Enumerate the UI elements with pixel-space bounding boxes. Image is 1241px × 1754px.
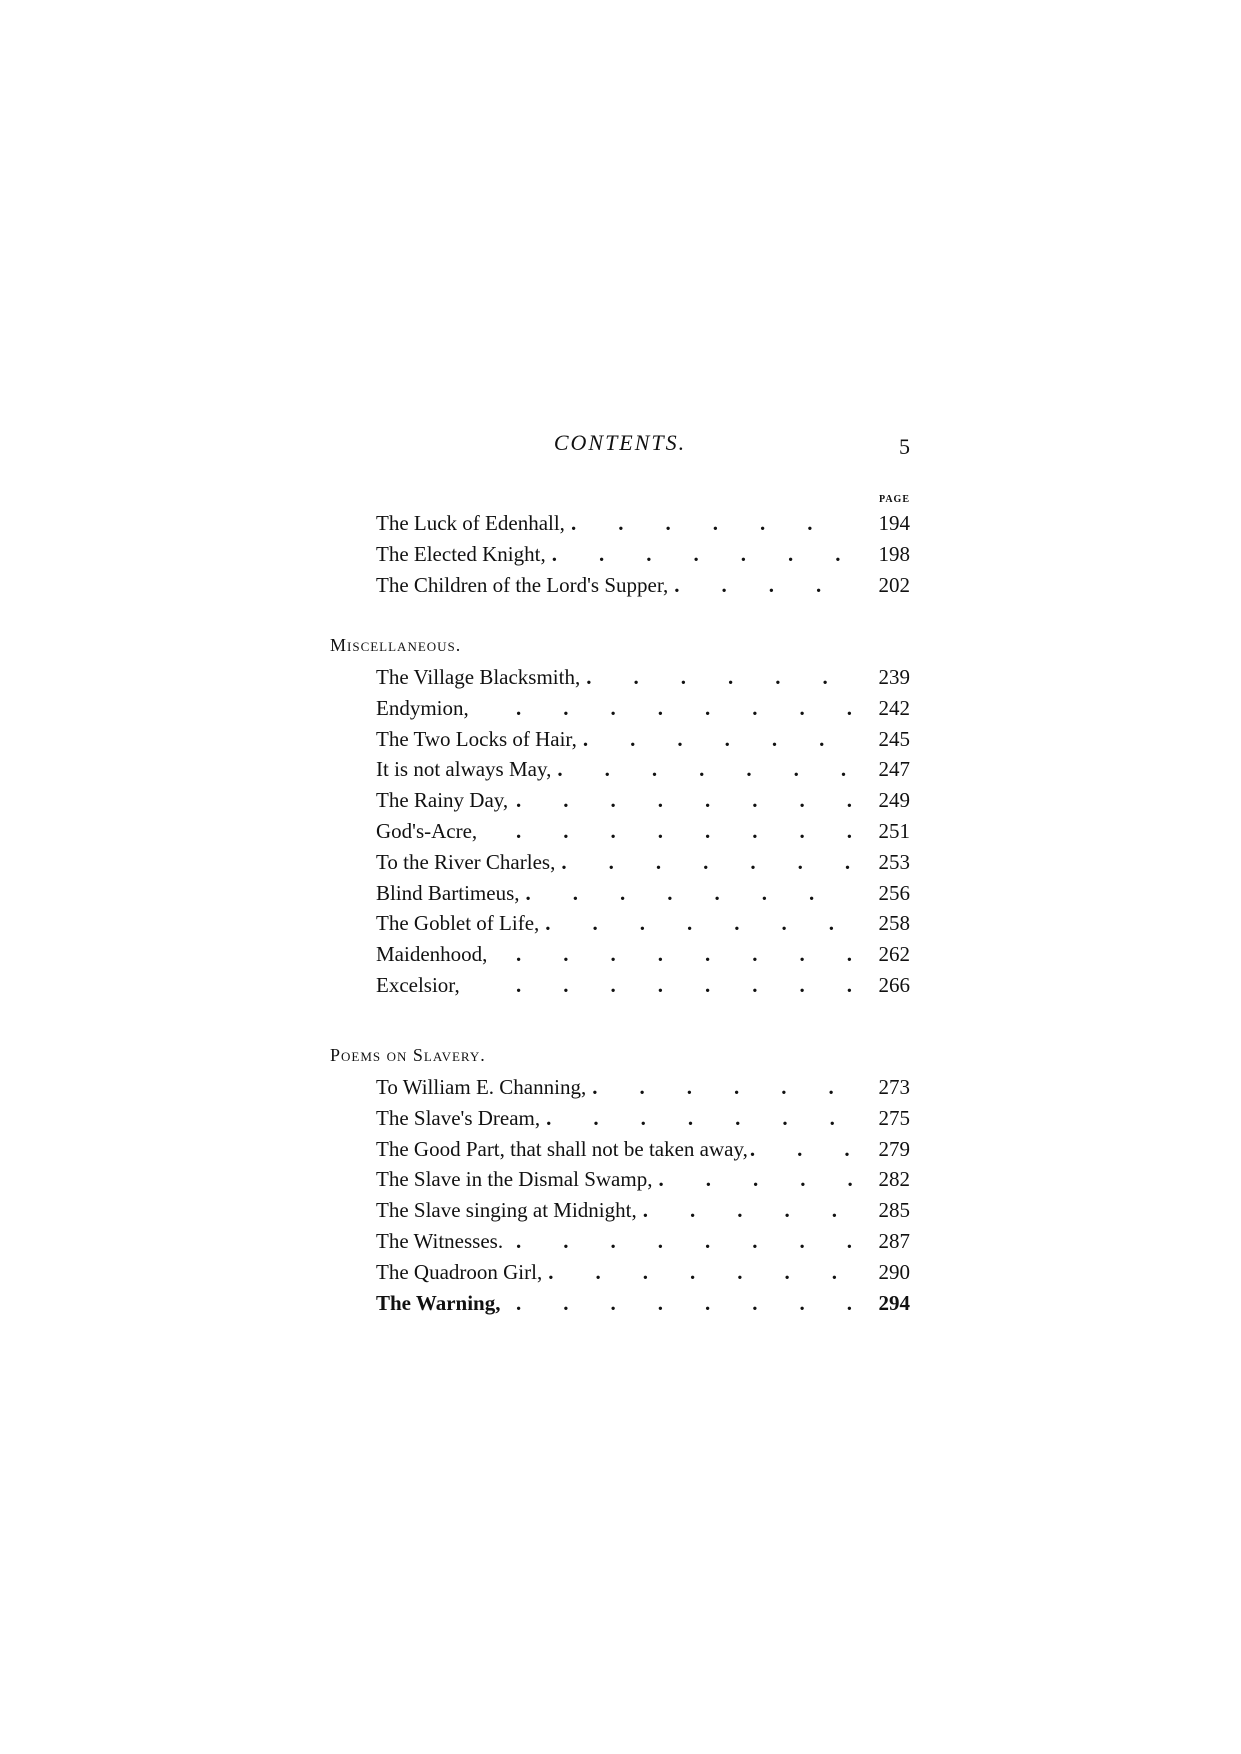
dot-leader <box>506 1288 852 1319</box>
toc-entry <box>330 1072 910 1103</box>
toc-entry <box>330 1288 910 1319</box>
entry-title: The Slave's Dream, <box>376 1105 541 1130</box>
entry-title: Endymion, <box>376 695 469 720</box>
entry-page: 287 <box>878 1228 910 1253</box>
entry-title: To the River Charles, <box>376 849 556 874</box>
entry-title: Excelsior, <box>376 972 460 997</box>
toc-entry <box>330 785 910 816</box>
dot-leader <box>493 939 852 970</box>
toc-entry <box>330 1195 910 1226</box>
entry-title: The Elected Knight, <box>376 541 546 566</box>
entry-title: The Warning, <box>376 1290 501 1315</box>
toc-entry <box>330 1134 910 1165</box>
entry-title: The Village Blacksmith, <box>376 665 581 689</box>
entry-page: 282 <box>878 1167 910 1192</box>
toc-entry <box>330 1164 910 1195</box>
dot-leader <box>674 570 852 601</box>
dot-leader <box>546 1103 852 1134</box>
entry-page: 266 <box>878 972 910 997</box>
toc-entry <box>330 970 910 1001</box>
dot-leader <box>557 754 852 785</box>
dot-leader <box>592 1072 852 1103</box>
dot-leader <box>483 816 852 847</box>
entry-page: 247 <box>878 757 910 782</box>
dot-leader <box>583 724 852 755</box>
dot-leader <box>466 970 852 1001</box>
dot-leader <box>545 908 852 939</box>
toc-entry <box>330 1226 910 1257</box>
entry-title: It is not always May, <box>376 757 552 782</box>
entry-page: 290 <box>878 1259 910 1284</box>
toc-entry <box>330 570 910 601</box>
dot-leader <box>548 1257 852 1288</box>
entry-title: The Rainy Day, <box>376 788 509 813</box>
dot-leader <box>750 1134 856 1165</box>
entry-page: 253 <box>878 849 910 874</box>
toc-entry <box>330 939 910 970</box>
entry-page: 249 <box>878 788 910 813</box>
entry-page: 279 <box>878 1136 910 1161</box>
toc-entry <box>330 847 910 878</box>
dot-leader <box>514 785 852 816</box>
section-heading: Miscellaneous. <box>330 635 462 655</box>
entry-title: The Luck of Edenhall, <box>376 511 565 535</box>
toc-entry <box>330 662 910 693</box>
page-column-label: PAGE <box>878 494 910 505</box>
section-heading: Poems on Slavery. <box>330 1045 486 1065</box>
toc-section-slavery <box>330 1038 910 1318</box>
dot-leader <box>586 662 852 693</box>
toc-entry <box>330 724 910 755</box>
toc-entry <box>330 1103 910 1134</box>
entry-page: 251 <box>878 818 910 843</box>
entry-title: God's-Acre, <box>376 818 478 843</box>
entry-title: Maidenhood, <box>376 942 488 967</box>
dot-leader <box>475 693 852 724</box>
entry-page: 239 <box>878 665 910 689</box>
toc-entry <box>330 693 910 724</box>
toc-group-continued <box>330 492 910 600</box>
entry-page: 242 <box>878 695 910 720</box>
dot-leader <box>561 847 852 878</box>
running-title: CONTENTS. <box>553 430 687 455</box>
toc-entry <box>330 754 910 785</box>
entry-page: 245 <box>878 726 910 751</box>
entry-page: 256 <box>878 880 910 905</box>
toc-section-miscellaneous <box>330 628 910 1001</box>
entry-title: The Good Part, that shall not be taken away, <box>376 1136 748 1161</box>
entry-title: The Goblet of Life, <box>376 911 540 936</box>
dot-leader <box>571 508 852 539</box>
toc-entry <box>330 1257 910 1288</box>
entry-title: To William E. Channing, <box>376 1075 587 1099</box>
page-number: 5 <box>899 434 910 459</box>
entry-page: 285 <box>878 1198 910 1223</box>
dot-leader <box>526 878 853 909</box>
entry-page: 258 <box>878 911 910 936</box>
running-head <box>330 430 910 470</box>
toc-entry <box>330 539 910 570</box>
dot-leader <box>658 1164 852 1195</box>
entry-page: 198 <box>878 541 910 566</box>
entry-title: The Children of the Lord's Supper, <box>376 572 669 597</box>
toc-entry <box>330 878 910 909</box>
toc-entry <box>330 908 910 939</box>
entry-title: The Two Locks of Hair, <box>376 726 577 751</box>
toc-entry <box>330 816 910 847</box>
entry-title: The Slave singing at Midnight, <box>376 1198 637 1223</box>
dot-leader <box>509 1226 852 1257</box>
entry-title: The Quadroon Girl, <box>376 1259 543 1284</box>
entry-page: 273 <box>878 1075 910 1099</box>
dot-leader <box>552 539 852 570</box>
entry-page: 294 <box>878 1290 910 1315</box>
entry-page: 194 <box>878 511 910 535</box>
entry-title: The Slave in the Dismal Swamp, <box>376 1167 653 1192</box>
entry-page: 262 <box>878 942 910 967</box>
entry-page: 275 <box>878 1105 910 1130</box>
entry-page: 202 <box>878 572 910 597</box>
toc-entry <box>330 508 910 539</box>
dot-leader <box>643 1195 852 1226</box>
entry-title: Blind Bartimeus, <box>376 880 520 905</box>
entry-title: The Witnesses. <box>376 1228 504 1253</box>
